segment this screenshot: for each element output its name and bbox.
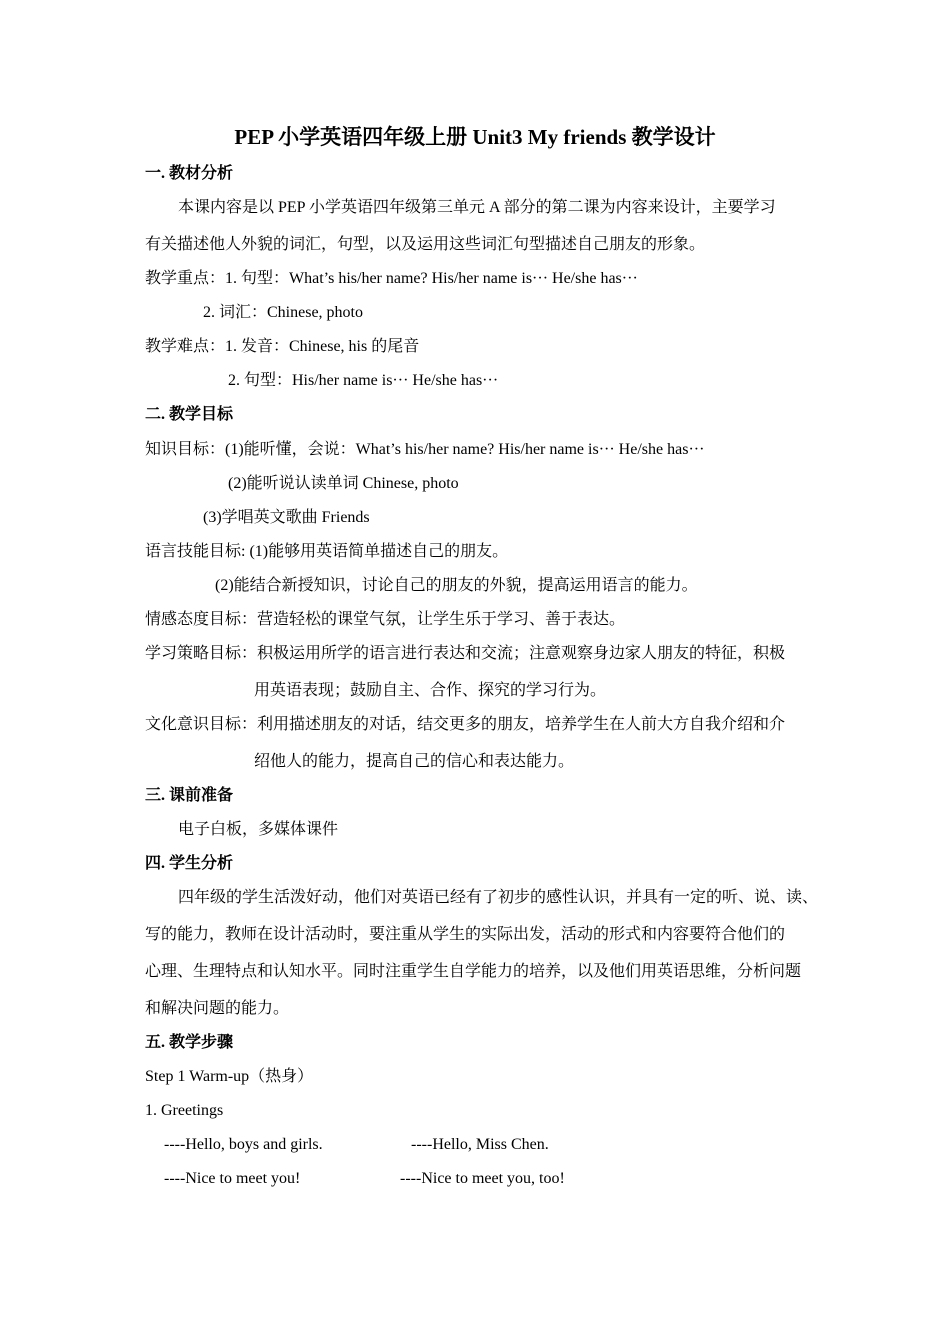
dialogue-line: ----Nice to meet you! xyxy=(164,1170,301,1187)
section-heading-teaching-steps: 五. 教学步骤 xyxy=(145,1034,234,1051)
paragraph-line: 心理、生理特点和认知水平。同时注重学生自学能力的培养，以及他们用英语思维，分析问题 xyxy=(145,963,802,980)
paragraph-line: 有关描述他人外貌的词汇，句型，以及运用这些词汇句型描述自己朋友的形象。 xyxy=(145,236,706,253)
goal-line: 学习策略目标：积极运用所学的语言进行表达和交流；注意观察身边家人朋友的特征，积极 xyxy=(145,645,786,662)
paragraph-line: 四年级的学生活泼好动，他们对英语已经有了初步的感性认识，并具有一定的听、说、读、 xyxy=(178,889,819,906)
paragraph-line: 电子白板，多媒体课件 xyxy=(178,821,339,838)
teaching-difficulty-line: 教学难点：1. 发音：Chinese, his 的尾音 xyxy=(145,338,420,355)
section-heading-preparation: 三. 课前准备 xyxy=(145,787,234,804)
dialogue-line: ----Nice to meet you, too! xyxy=(400,1170,565,1187)
teaching-focus-line: 教学重点：1. 句型：What’s his/her name? His/her name is··· He/she has··· xyxy=(145,270,638,287)
paragraph-line: 和解决问题的能力。 xyxy=(145,1000,290,1017)
teaching-focus-line: 2. 词汇：Chinese, photo xyxy=(203,304,363,321)
goal-line: 情感态度目标：营造轻松的课堂气氛，让学生乐于学习、善于表达。 xyxy=(145,611,626,628)
goal-line: (2)能听说认读单词 Chinese, photo xyxy=(228,475,459,492)
dialogue-line: ----Hello, Miss Chen. xyxy=(411,1136,549,1153)
goal-line: 绍他人的能力，提高自己的信心和表达能力。 xyxy=(254,753,575,770)
step-line: Step 1 Warm-up（热身） xyxy=(145,1068,314,1085)
document-title: PEP 小学英语四年级上册 Unit3 My friends 教学设计 xyxy=(234,125,716,149)
goal-line: (3)学唱英文歌曲 Friends xyxy=(203,509,370,526)
section-heading-student-analysis: 四. 学生分析 xyxy=(145,855,234,872)
section-heading-textbook-analysis: 一. 教材分析 xyxy=(145,165,234,182)
dialogue-line: ----Hello, boys and girls. xyxy=(164,1136,323,1153)
teaching-difficulty-line: 2. 句型：His/her name is··· He/she has··· xyxy=(228,372,499,389)
goal-line: 用英语表现；鼓励自主、合作、探究的学习行为。 xyxy=(254,682,607,699)
goal-line: (2)能结合新授知识，讨论自己的朋友的外貌，提高运用语言的能力。 xyxy=(215,577,698,594)
paragraph-line: 写的能力，教师在设计活动时，要注重从学生的实际出发，活动的形式和内容要符合他们的 xyxy=(145,926,786,943)
goal-line: 语言技能目标: (1)能够用英语简单描述自己的朋友。 xyxy=(145,543,509,560)
goal-line: 知识目标：(1)能听懂，会说：What’s his/her name? His/her name is··· He/she has··· xyxy=(145,441,705,458)
goal-line: 文化意识目标：利用描述朋友的对话，结交更多的朋友，培养学生在人前大方自我介绍和介 xyxy=(145,716,786,733)
section-heading-teaching-goals: 二. 教学目标 xyxy=(145,406,234,423)
paragraph-line: 本课内容是以 PEP 小学英语四年级第三单元 A 部分的第二课为内容来设计，主要学习 xyxy=(178,199,776,216)
step-line: 1. Greetings xyxy=(145,1102,224,1119)
